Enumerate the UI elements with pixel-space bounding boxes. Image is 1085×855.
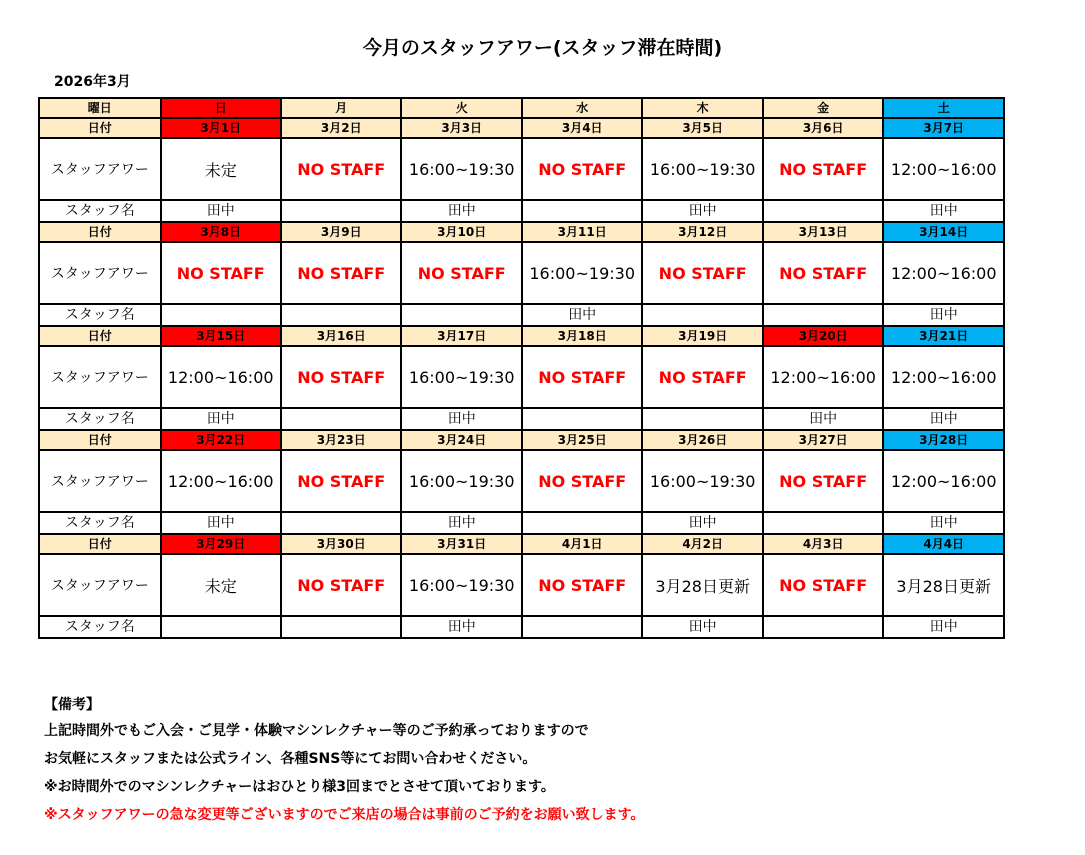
staff-hours-cell-wed: NO STAFF — [522, 346, 642, 408]
staff-hours-row-label: スタッフアワー — [39, 450, 161, 512]
staff-hours-row — [39, 554, 1004, 616]
date-cell-wed: 3月25日 — [522, 430, 642, 450]
staff-hours-row — [39, 138, 1004, 200]
staff-name-cell-thu — [642, 408, 762, 430]
date-cell-fri: 4月3日 — [763, 534, 883, 554]
staff-name-cell-sun — [161, 616, 281, 638]
staff-name-row — [39, 304, 1004, 326]
staff-hours-cell-sun: NO STAFF — [161, 242, 281, 304]
date-cell-fri: 3月20日 — [763, 326, 883, 346]
staff-name-row — [39, 616, 1004, 638]
staff-hours-cell-fri: NO STAFF — [763, 242, 883, 304]
date-cell-fri: 3月13日 — [763, 222, 883, 242]
date-row — [39, 118, 1004, 138]
weekday-header-row — [39, 98, 1004, 118]
staff-name-cell-thu — [642, 304, 762, 326]
staff-name-row-label: スタッフ名 — [39, 200, 161, 222]
staff-name-cell-sat: 田中 — [883, 616, 1004, 638]
date-row — [39, 534, 1004, 554]
staff-name-cell-sat: 田中 — [883, 200, 1004, 222]
staff-name-cell-tue — [401, 304, 521, 326]
staff-name-cell-sat: 田中 — [883, 512, 1004, 534]
notes-line: 上記時間外でもご入会・ご見学・体験マシンレクチャー等のご予約承っておりますので — [44, 723, 589, 739]
staff-hours-cell-tue: 16:00~19:30 — [401, 450, 521, 512]
staff-hours-row — [39, 450, 1004, 512]
staff-name-cell-sat: 田中 — [883, 408, 1004, 430]
staff-hours-row-label: スタッフアワー — [39, 554, 161, 616]
staff-hours-cell-mon: NO STAFF — [281, 450, 401, 512]
staff-hours-cell-mon: NO STAFF — [281, 242, 401, 304]
staff-name-row — [39, 512, 1004, 534]
schedule-table — [38, 97, 1005, 639]
staff-name-cell-mon — [281, 408, 401, 430]
date-row — [39, 326, 1004, 346]
staff-hours-row-label: スタッフアワー — [39, 346, 161, 408]
notes-warning: ※スタッフアワーの急な変更等ございますのでご来店の場合は事前のご予約をお願い致します。 — [44, 807, 645, 823]
staff-name-cell-mon — [281, 304, 401, 326]
date-cell-tue: 3月17日 — [401, 326, 521, 346]
staff-hours-cell-thu: 3月28日更新 — [642, 554, 762, 616]
date-cell-fri: 3月27日 — [763, 430, 883, 450]
weekday-header-tue: 火 — [401, 98, 521, 118]
staff-hours-cell-sat: 3月28日更新 — [883, 554, 1004, 616]
date-cell-mon: 3月9日 — [281, 222, 401, 242]
date-row-label: 日付 — [39, 118, 161, 138]
notes-line: お気軽にスタッフまたは公式ライン、各種SNS等にてお問い合わせください。 — [44, 751, 537, 767]
staff-hours-cell-wed: NO STAFF — [522, 450, 642, 512]
date-cell-mon: 3月23日 — [281, 430, 401, 450]
date-cell-mon: 3月2日 — [281, 118, 401, 138]
date-cell-thu: 3月5日 — [642, 118, 762, 138]
staff-hours-row — [39, 346, 1004, 408]
staff-hours-cell-tue: 16:00~19:30 — [401, 554, 521, 616]
date-cell-wed: 3月18日 — [522, 326, 642, 346]
staff-name-row-label: スタッフ名 — [39, 512, 161, 534]
staff-hours-cell-wed: NO STAFF — [522, 554, 642, 616]
staff-name-cell-sat: 田中 — [883, 304, 1004, 326]
staff-name-cell-wed — [522, 408, 642, 430]
page-title: 今月のスタッフアワー(スタッフ滞在時間) — [362, 37, 723, 59]
staff-name-cell-mon — [281, 200, 401, 222]
staff-hours-cell-sun: 12:00~16:00 — [161, 346, 281, 408]
date-cell-sun: 3月8日 — [161, 222, 281, 242]
staff-name-row-label: スタッフ名 — [39, 304, 161, 326]
date-cell-wed: 3月4日 — [522, 118, 642, 138]
notes-section — [44, 693, 645, 829]
staff-name-cell-fri — [763, 200, 883, 222]
staff-name-cell-thu: 田中 — [642, 200, 762, 222]
staff-name-cell-wed — [522, 200, 642, 222]
notes-line: ※お時間外でのマシンレクチャーはおひとり様3回までとさせて頂いております。 — [44, 779, 555, 795]
staff-name-row-label: スタッフ名 — [39, 616, 161, 638]
date-row-label: 日付 — [39, 430, 161, 450]
staff-hours-cell-mon: NO STAFF — [281, 346, 401, 408]
staff-name-row — [39, 408, 1004, 430]
staff-hours-cell-thu: 16:00~19:30 — [642, 138, 762, 200]
date-row-label: 日付 — [39, 222, 161, 242]
staff-hours-cell-sat: 12:00~16:00 — [883, 450, 1004, 512]
staff-hours-cell-tue: 16:00~19:30 — [401, 346, 521, 408]
staff-hours-cell-fri: NO STAFF — [763, 554, 883, 616]
date-cell-thu: 3月12日 — [642, 222, 762, 242]
date-cell-fri: 3月6日 — [763, 118, 883, 138]
date-cell-sat: 3月28日 — [883, 430, 1004, 450]
staff-hours-cell-fri: 12:00~16:00 — [763, 346, 883, 408]
staff-name-cell-wed — [522, 616, 642, 638]
staff-hours-row-label: スタッフアワー — [39, 242, 161, 304]
staff-name-cell-sun — [161, 304, 281, 326]
staff-name-cell-tue: 田中 — [401, 408, 521, 430]
staff-hours-cell-tue: 16:00~19:30 — [401, 138, 521, 200]
month-label: 2026年3月 — [54, 74, 131, 90]
staff-hours-cell-thu: NO STAFF — [642, 346, 762, 408]
date-cell-tue: 3月3日 — [401, 118, 521, 138]
date-row-label: 日付 — [39, 326, 161, 346]
staff-name-cell-tue: 田中 — [401, 200, 521, 222]
date-row — [39, 430, 1004, 450]
staff-hours-cell-sun: 12:00~16:00 — [161, 450, 281, 512]
date-cell-thu: 3月26日 — [642, 430, 762, 450]
date-cell-thu: 4月2日 — [642, 534, 762, 554]
staff-name-cell-thu: 田中 — [642, 512, 762, 534]
staff-name-cell-sun: 田中 — [161, 200, 281, 222]
staff-name-cell-mon — [281, 512, 401, 534]
staff-hours-cell-sat: 12:00~16:00 — [883, 138, 1004, 200]
date-cell-tue: 3月31日 — [401, 534, 521, 554]
date-cell-sat: 4月4日 — [883, 534, 1004, 554]
date-row-label: 日付 — [39, 534, 161, 554]
weekday-header-thu: 木 — [642, 98, 762, 118]
staff-name-cell-fri — [763, 304, 883, 326]
weekday-header-mon: 月 — [281, 98, 401, 118]
staff-name-cell-mon — [281, 616, 401, 638]
staff-hours-row-label: スタッフアワー — [39, 138, 161, 200]
staff-hours-cell-wed: NO STAFF — [522, 138, 642, 200]
staff-hours-cell-tue: NO STAFF — [401, 242, 521, 304]
staff-hours-cell-mon: NO STAFF — [281, 554, 401, 616]
staff-name-cell-tue: 田中 — [401, 616, 521, 638]
weekday-row-label: 曜日 — [39, 98, 161, 118]
date-cell-sun: 3月15日 — [161, 326, 281, 346]
staff-name-cell-fri — [763, 512, 883, 534]
staff-hours-cell-fri: NO STAFF — [763, 138, 883, 200]
date-cell-tue: 3月24日 — [401, 430, 521, 450]
staff-hours-cell-thu: NO STAFF — [642, 242, 762, 304]
staff-hours-cell-mon: NO STAFF — [281, 138, 401, 200]
date-cell-sun: 3月29日 — [161, 534, 281, 554]
staff-name-cell-thu: 田中 — [642, 616, 762, 638]
staff-name-cell-wed: 田中 — [522, 304, 642, 326]
staff-name-cell-fri — [763, 616, 883, 638]
weekday-header-fri: 金 — [763, 98, 883, 118]
date-cell-mon: 3月16日 — [281, 326, 401, 346]
staff-name-cell-sun: 田中 — [161, 408, 281, 430]
staff-hours-cell-fri: NO STAFF — [763, 450, 883, 512]
staff-hours-row — [39, 242, 1004, 304]
weekday-header-wed: 水 — [522, 98, 642, 118]
staff-hours-cell-sun: 未定 — [161, 554, 281, 616]
staff-hours-cell-sat: 12:00~16:00 — [883, 346, 1004, 408]
staff-name-cell-sun: 田中 — [161, 512, 281, 534]
weekday-header-sun: 日 — [161, 98, 281, 118]
staff-name-row-label: スタッフ名 — [39, 408, 161, 430]
notes-heading: 【備考】 — [44, 697, 100, 713]
date-cell-mon: 3月30日 — [281, 534, 401, 554]
staff-hours-cell-thu: 16:00~19:30 — [642, 450, 762, 512]
date-cell-sat: 3月14日 — [883, 222, 1004, 242]
staff-hours-cell-sun: 未定 — [161, 138, 281, 200]
staff-name-cell-wed — [522, 512, 642, 534]
date-cell-sat: 3月7日 — [883, 118, 1004, 138]
date-row — [39, 222, 1004, 242]
staff-name-cell-fri: 田中 — [763, 408, 883, 430]
date-cell-sun: 3月22日 — [161, 430, 281, 450]
date-cell-sat: 3月21日 — [883, 326, 1004, 346]
staff-name-row — [39, 200, 1004, 222]
staff-hours-cell-sat: 12:00~16:00 — [883, 242, 1004, 304]
staff-hours-cell-wed: 16:00~19:30 — [522, 242, 642, 304]
weekday-header-sat: 土 — [883, 98, 1004, 118]
date-cell-thu: 3月19日 — [642, 326, 762, 346]
date-cell-sun: 3月1日 — [161, 118, 281, 138]
date-cell-wed: 4月1日 — [522, 534, 642, 554]
date-cell-wed: 3月11日 — [522, 222, 642, 242]
staff-name-cell-tue: 田中 — [401, 512, 521, 534]
date-cell-tue: 3月10日 — [401, 222, 521, 242]
